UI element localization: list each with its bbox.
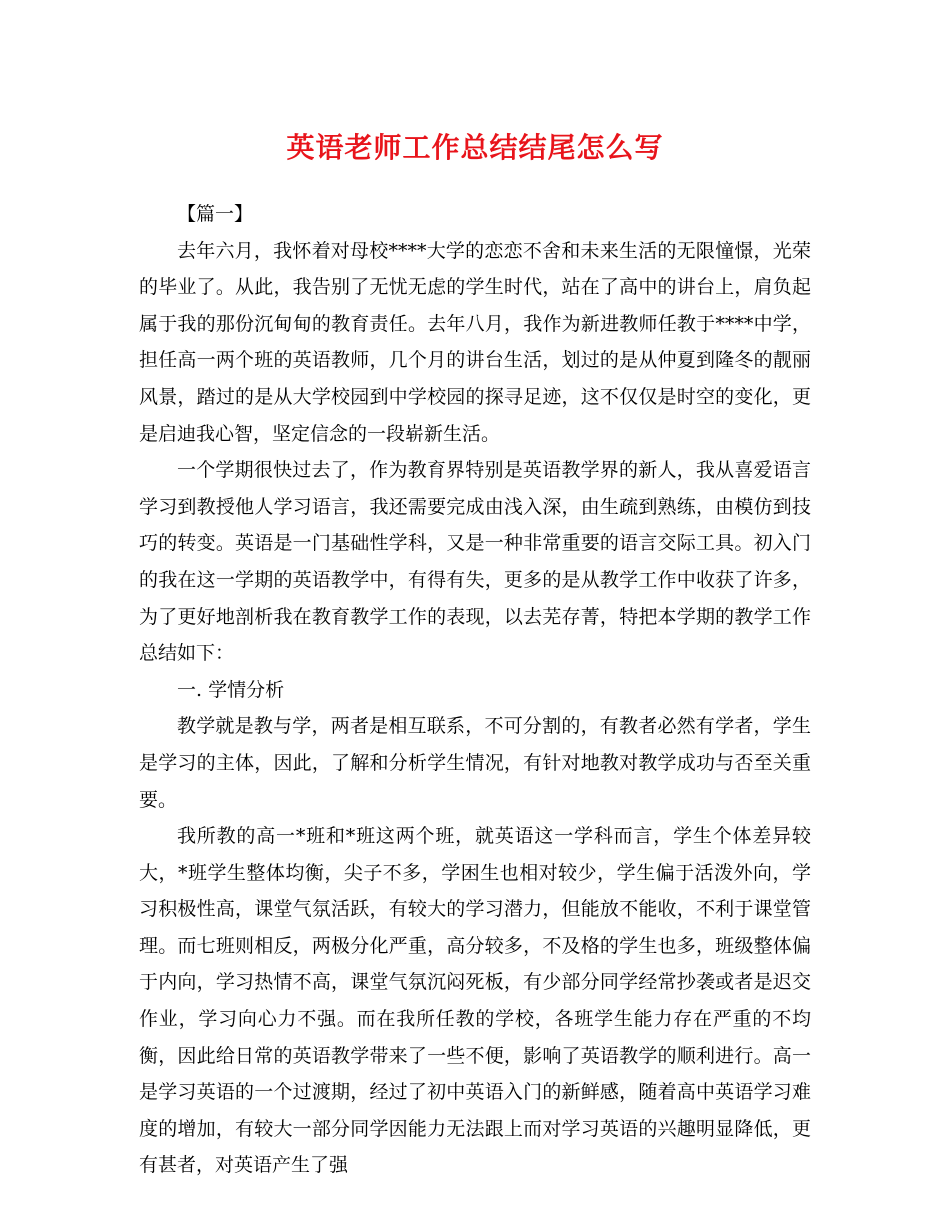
paragraph: 我所教的高一*班和*班这两个班，就英语这一学科而言，学生个体差异较大，*班学生整体均衡，尖子不多，学困生也相对较少，学生偏于活泼外向，学习积极性高，课堂气氛活跃，有较大的学习潜力，但能放不能收，不利于课堂管理。而七班则相反，两极分化严重，高分较多，不及格的学生也多，班级整体偏于内向，学习热情不高，课堂气氛沉闷死板，有少部分同学经常抄袭或者是迟交作业，学习向心力不强。而在我所任教的学校，各班学生能力存在严重的不均衡，因此给日常的英语教学带来了一些不便，影响了英语教学的顺利进行。高一是学习英语的一个过渡期，经过了初中英语入门的新鲜感，随着高中英语学习难度的增加，有较大一部分同学因能力无法跟上而对学习英语的兴趣明显降低，更有甚者，对英语产生了强 — [139, 825, 811, 1177]
section-subheading: 一. 学情分析 — [177, 678, 285, 701]
document-title: 英语老师工作总结结尾怎么写 — [286, 131, 664, 164]
document-body — [139, 196, 811, 1184]
paragraph: 去年六月，我怀着对母校****大学的恋恋不舍和未来生活的无限憧憬，光荣的毕业了。从此，我告别了无忧无虑的学生时代，站在了高中的讲台上，肩负起属于我的那份沉甸甸的教育责任。去年八月，我作为新进教师任教于****中学，担任高一两个班的英语教师，几个月的讲台生活，划过的是从仲夏到隆冬的靓丽风景，踏过的是从大学校园到中学校园的探寻足迹，这不仅仅是时空的变化，更是启迪我心智，坚定信念的一段崭新生活。 — [139, 239, 811, 445]
section-marker: 【篇一】 — [177, 203, 254, 225]
paragraph: 一个学期很快过去了，作为教育界特别是英语教学界的新人，我从喜爱语言学习到教授他人学习语言，我还需要完成由浅入深，由生疏到熟练，由模仿到技巧的转变。英语是一门基础性学科，又是一种非常重要的语言交际工具。初入门的我在这一学期的英语教学中，有得有失，更多的是从教学工作中收获了许多，为了更好地剖析我在教育教学工作的表现，以去芜存菁，特把本学期的教学工作总结如下： — [139, 459, 811, 665]
paragraph: 教学就是教与学，两者是相互联系，不可分割的，有教者必然有学者，学生是学习的主体，因此，了解和分析学生情况，有针对地教对教学成功与否至关重要。 — [139, 715, 811, 811]
